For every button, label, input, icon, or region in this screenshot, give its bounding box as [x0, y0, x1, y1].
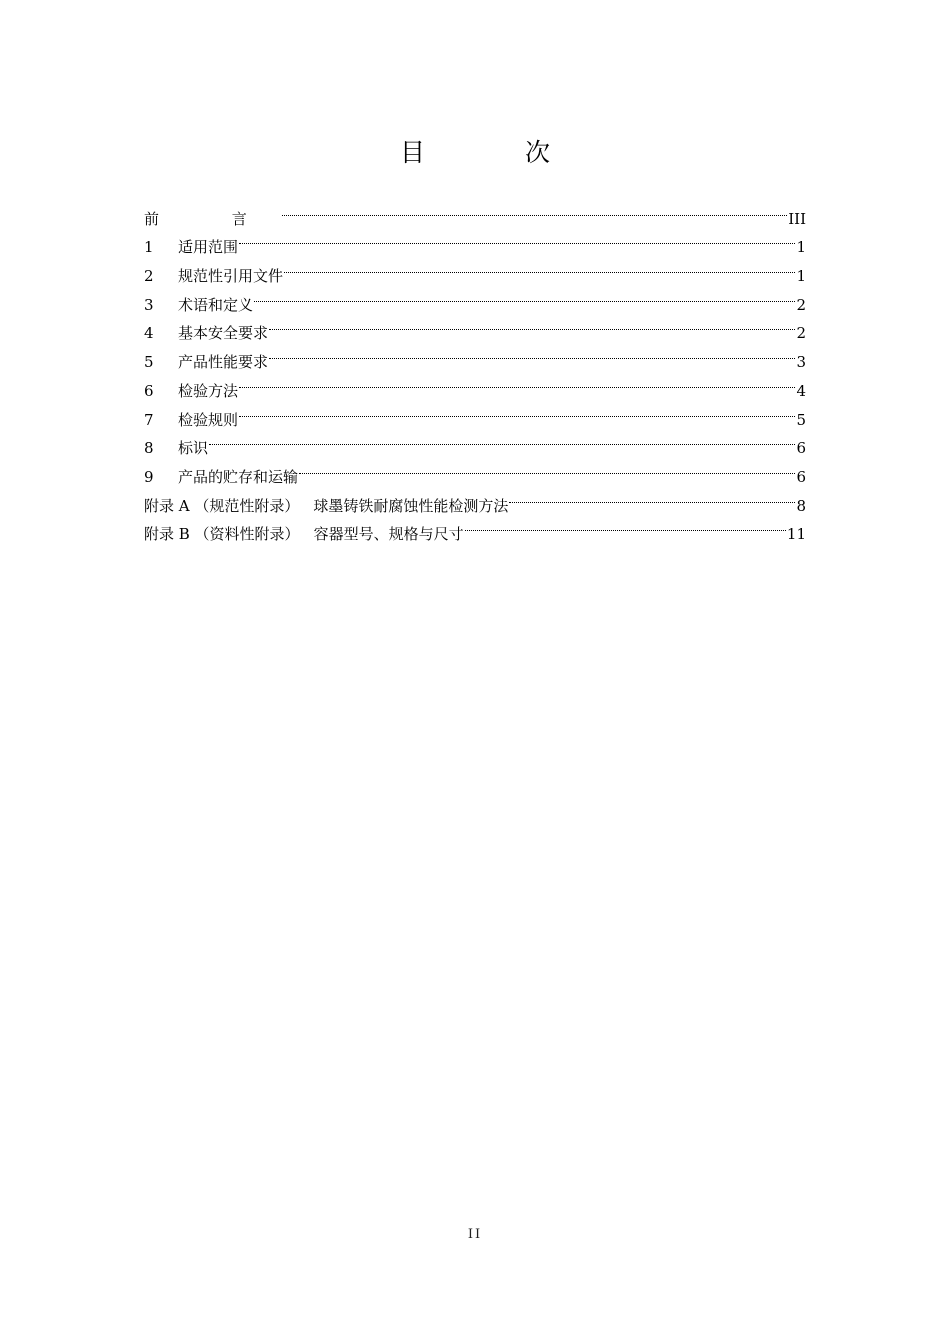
toc-leader-dots	[254, 281, 795, 310]
toc-entry-number: 4	[144, 324, 154, 343]
toc-entry-7[interactable]	[144, 396, 806, 429]
toc-entry-1[interactable]	[144, 224, 806, 257]
toc-entry-title: 检验方法	[178, 381, 239, 400]
toc-entry-title: 适用范围	[178, 238, 239, 257]
toc-entry-title: 检验规则	[178, 410, 239, 429]
toc-entry-title: 产品性能要求	[178, 353, 269, 372]
toc-leader-dots	[239, 367, 795, 396]
toc-entry-number: 5	[144, 353, 154, 372]
toc-entry-number: 2	[144, 267, 154, 286]
toc-entry-number: 7	[144, 410, 154, 429]
toc-entry-page: 8	[796, 496, 806, 515]
toc-entry-title: 前 言	[144, 209, 281, 228]
toc-leader-dots	[239, 224, 795, 253]
toc-entry-page: 5	[796, 410, 806, 429]
table-of-contents	[144, 195, 806, 544]
toc-leader-dots	[209, 425, 795, 454]
toc-entry-page: 1	[796, 238, 806, 257]
toc-entry-page: III	[788, 209, 806, 228]
toc-entry-title: 规范性引用文件	[178, 267, 284, 286]
toc-entry-page: 6	[796, 439, 806, 458]
toc-entry-page: 11	[786, 525, 806, 544]
toc-entry-page: 2	[796, 295, 806, 314]
toc-entry-title: 基本安全要求	[178, 324, 269, 343]
toc-leader-dots	[284, 252, 795, 281]
toc-entry-foreword[interactable]	[144, 195, 806, 228]
toc-entry-title: 产品的贮存和运输	[178, 467, 299, 486]
toc-leader-dots	[465, 511, 786, 540]
page-title: 目 次	[400, 138, 596, 167]
toc-entry-page: 6	[796, 467, 806, 486]
toc-entry-page: 4	[796, 381, 806, 400]
toc-entry-number: 3	[144, 295, 154, 314]
toc-leader-dots	[269, 310, 795, 339]
toc-leader-dots	[239, 396, 795, 425]
toc-entry-page: 2	[796, 324, 806, 343]
toc-entry-page: 3	[796, 353, 806, 372]
toc-entry-8[interactable]	[144, 425, 806, 458]
toc-entry-6[interactable]	[144, 367, 806, 400]
toc-entry-page: 1	[796, 267, 806, 286]
toc-entry-title: 标识	[178, 439, 209, 458]
toc-entry-number: 附录 A （规范性附录）	[144, 496, 300, 515]
toc-entry-number: 6	[144, 381, 154, 400]
toc-entry-number: 附录 B （资料性附录）	[144, 525, 300, 544]
toc-entry-2[interactable]	[144, 252, 806, 286]
toc-leader-dots	[509, 482, 795, 511]
toc-entry-number: 8	[144, 439, 154, 458]
toc-entry-title: 球墨铸铁耐腐蚀性能检测方法	[313, 496, 509, 515]
toc-entry-9[interactable]	[144, 453, 806, 486]
toc-leader-dots	[282, 195, 787, 224]
toc-entry-title: 容器型号、规格与尺寸	[313, 525, 464, 544]
toc-entry-number: 1	[144, 238, 154, 257]
toc-leader-dots	[269, 338, 795, 367]
toc-entry-title: 术语和定义	[178, 295, 254, 314]
page-number: II	[467, 1227, 483, 1242]
toc-leader-dots	[299, 453, 795, 482]
toc-entry-number: 9	[144, 467, 154, 486]
